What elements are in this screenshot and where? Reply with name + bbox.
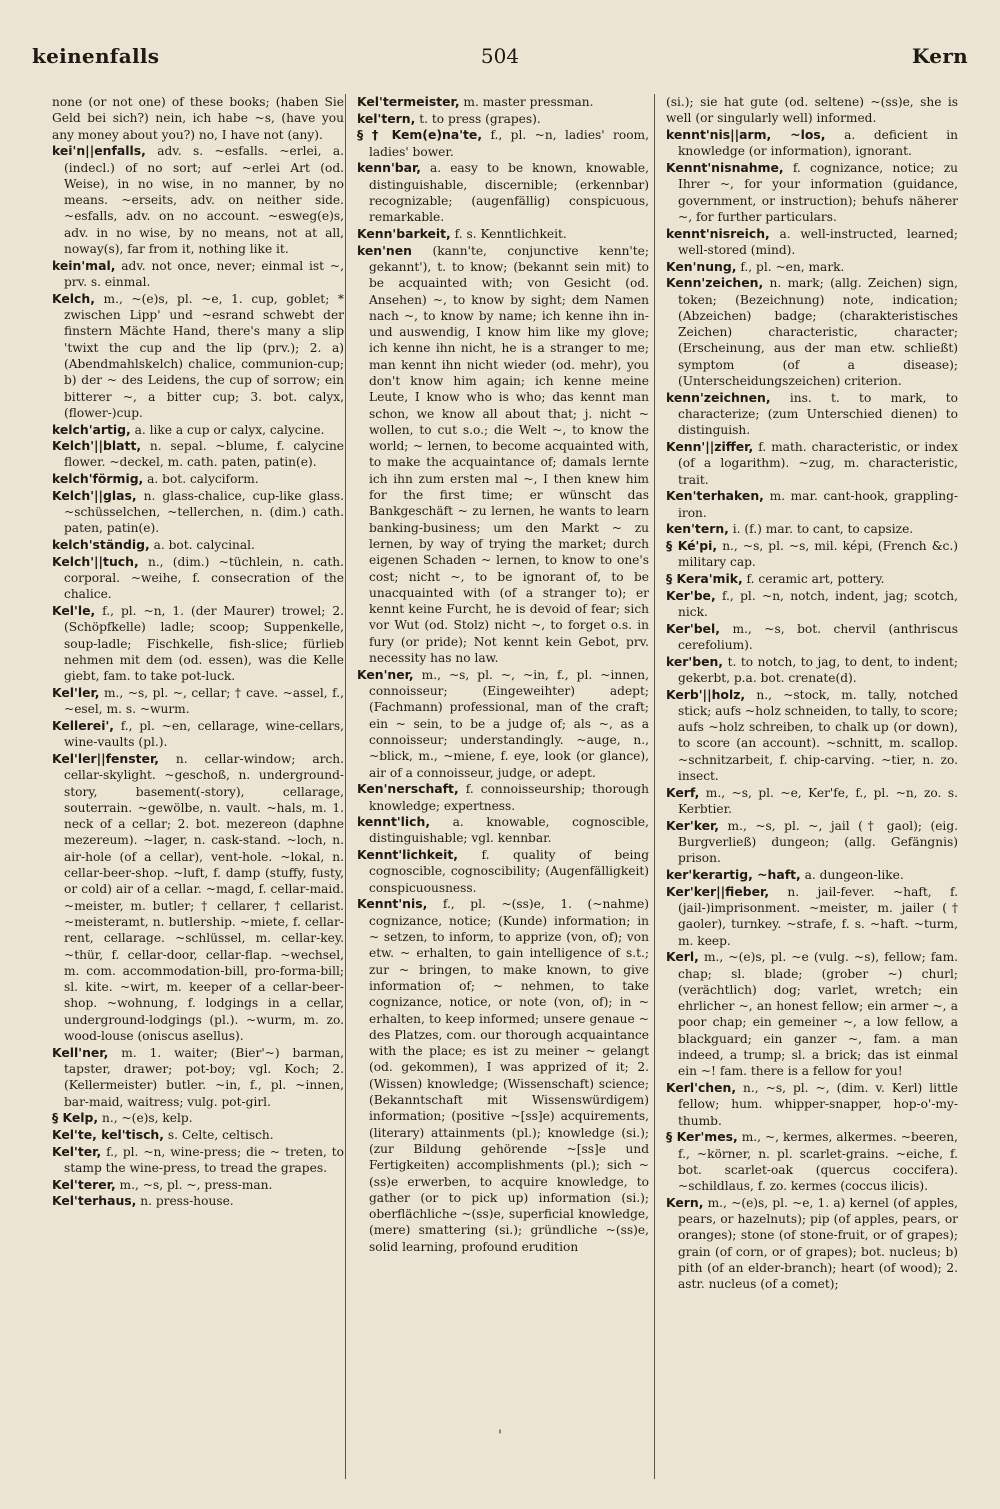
dictionary-entry <box>52 1110 344 1126</box>
entry-headword: § † Kem(e)na'te, <box>357 127 483 143</box>
dictionary-entry <box>666 785 958 818</box>
entry-definition: i. (f.) mar. to cant, to capsize. <box>732 522 914 537</box>
dictionary-entry <box>52 438 344 471</box>
entry-headword: kenn'bar, <box>357 160 421 176</box>
entry-headword: kel'tern, <box>357 110 416 126</box>
entry-definition: (si.); sie hat gute (od. seltene) ~(ss)e, she is well (or singularly well) informed. <box>666 95 958 126</box>
entry-headword: Kelch'||glas, <box>52 487 137 503</box>
entry-headword: Ker'ker||fieber, <box>666 883 770 899</box>
entry-definition: a. dungeon-like. <box>804 867 904 882</box>
entry-headword: Kelch, <box>52 290 95 306</box>
dictionary-entry <box>666 654 958 687</box>
dictionary-entry <box>357 814 649 847</box>
dictionary-entry <box>52 471 344 487</box>
dictionary-entry <box>666 818 958 867</box>
dictionary-entry <box>666 1195 958 1293</box>
dictionary-entry <box>666 884 958 949</box>
dictionary-entry <box>666 1129 958 1194</box>
entry-definition: m., ~s, bot. chervil (anthriscus cerefolium). <box>678 621 958 652</box>
entry-definition: s. Celte, celtisch. <box>167 1127 274 1142</box>
entry-definition: a. deficient in knowledge (or information), ignorant. <box>678 127 958 159</box>
entry-definition: n. mark; (allg. Zeichen) sign, token; (Bezeichnung) note, indication; (Abzeichen) badge; (charakteristisches Zeichen) characteristic, character; (Erscheinung, aus der man etw. schließt) symptom (of a disease); (Unterscheidungszeichen) criterion. <box>678 276 958 388</box>
dictionary-entry <box>357 111 649 127</box>
entry-definition: n. press-house. <box>140 1194 234 1209</box>
entry-definition: f., pl. ~n, wine-press; die ~ treten, to stamp the wine-press, to tread the grapes. <box>64 1144 344 1175</box>
entry-definition: n. cellar-window; arch. cellar-skylight. ~geschoß, n. underground-story, basement(-story), cellarage, souterrain. ~gewölbe, n. vault. ~hals, m. 1. neck of a cellar; 2. bot. mezereon (daphne mezereum). ~lager, n. cask-stand. ~loch, n. air-hole (of a cellar), vent-hole. ~lokal, n. cellar-beer-shop. ~luft, f. damp (stuffy, fusty, or cold) air of a cellar. ~magd, f. cellar-maid. ~meister, m. butler; † cellarer, † cellarist. ~meisteramt, n. butlership. ~miete, f. cellar-rent, cellarage. ~schlüssel, m. cellar-key. ~thür, f. cellar-door, cellar-flap. ~wechsel, m. com. accommodation-bill, pro-forma-bill; sl. kite. ~wirt, m. keeper of a cellar-beer-shop. ~wohnung, f. lodgings in a cellar, underground-lodgings (pl.). ~wurm, m. zo. wood-louse (oniscus asellus). <box>64 751 344 1043</box>
column-divider <box>654 94 655 1479</box>
entry-headword: Kel'ler, <box>52 684 100 700</box>
entry-definition: f. cognizance, notice; zu Ihrer ~, for your information (guidance, government, or instruction); behufs näherer ~, for further particulars. <box>678 160 958 224</box>
entry-definition: n., ~s, pl. ~, (dim. v. Kerl) little fellow; hum. whipper-snapper, hop-o'-my-thumb. <box>678 1081 958 1128</box>
entry-headword: Ken'terhaken, <box>666 488 764 504</box>
dictionary-entry <box>666 588 958 621</box>
dictionary-entry <box>666 867 958 883</box>
entry-headword: Kerb'||holz, <box>666 686 746 702</box>
dictionary-entry <box>52 422 344 438</box>
dictionary-entry <box>357 226 649 242</box>
entry-headword: kennt'nisreich, <box>666 225 770 241</box>
entry-headword: kelch'artig, <box>52 421 131 437</box>
dictionary-entry <box>666 226 958 259</box>
entry-definition: f. connoisseurship; thorough knowledge; expertness. <box>369 782 649 813</box>
dictionary-entry <box>666 521 958 537</box>
entry-definition: a. easy to be known, knowable, distinguishable, discernible; (erkennbar) recognizable; (augenfällig) conspicuous, remarkable. <box>369 161 649 225</box>
dictionary-entry <box>52 1144 344 1177</box>
dictionary-entry <box>666 687 958 785</box>
entry-definition: n., ~stock, m. tally, notched stick; aufs ~holz schneiden, to tally, to score; aufs ~holz schreiben, to chalk up (or down), to score (an account). ~schnitt, m. scallop. ~schnitzarbeit, f. chip-carving. ~tier, n. zo. insect. <box>678 687 958 784</box>
entry-headword: Kerl'chen, <box>666 1080 737 1096</box>
entry-definition: m., ~, kermes, alkermes. ~beeren, f., ~körner, n. pl. scarlet-grains. ~eiche, f. bot. scarlet-oak (quercus coccifera). ~schildlaus, f. zo. kermes (coccus ilicis). <box>678 1130 958 1194</box>
entry-headword: Kennt'nis, <box>357 896 428 912</box>
entry-definition: m. 1. waiter; (Bier'~) barman, tapster, drawer; pot-boy; vgl. Koch; 2. (Kellermeister) butler. ~in, f., pl. ~innen, bar-maid, waitress; vulg. pot-girl. <box>64 1045 344 1109</box>
entry-definition: n. sepal. ~blume, f. calycine flower. ~deckel, m. cath. paten, patin(e). <box>64 439 344 470</box>
dictionary-entry <box>666 390 958 439</box>
entry-headword: § Ker'mes, <box>666 1129 738 1145</box>
entry-definition: m., ~s, pl. ~e, Ker'fe, f., pl. ~n, zo. s. Kerbtier. <box>678 785 958 817</box>
dictionary-entry <box>357 847 649 896</box>
column-divider <box>345 94 346 1479</box>
entry-headword: Kennt'lichkeit, <box>357 847 458 863</box>
entry-definition: n., ~s, pl. ~s, mil. képi, (French &c.) military cap. <box>678 538 958 570</box>
page-number: 504 <box>480 44 520 68</box>
entry-headword: Kenn'barkeit, <box>357 225 451 241</box>
entry-headword: Kelch'||blatt, <box>52 438 142 454</box>
entry-headword: Kel'ter, <box>52 1143 102 1159</box>
entry-definition: t. to press (grapes). <box>419 111 541 126</box>
entry-definition: adv. s. ~esfalls. ~erlei, a. (indecl.) of no sort; auf ~erlei Art (od. Weise), in no wise, in no manner, by no means. ~erseits, adv. on neither side. ~esfalls, adv. on no account. ~esweg(e)s, adv. in no wise, by no means, not at all, noway(s), far from it, nothing like it. <box>64 144 344 257</box>
dictionary-entry <box>52 1177 344 1193</box>
entry-definition: adv. not once, never; einmal ist ~, prv. s. einmal. <box>64 258 344 290</box>
dictionary-entry <box>357 160 649 225</box>
entry-headword: Kel'te, kel'tisch, <box>52 1126 164 1142</box>
dictionary-entry <box>357 127 649 160</box>
dictionary-entry <box>52 488 344 537</box>
dictionary-entry <box>52 1045 344 1110</box>
entry-headword: Ker'ker, <box>666 817 719 833</box>
dictionary-entry <box>357 243 649 667</box>
entry-definition: f., pl. ~(ss)e, 1. (~nahme) cognizance, notice; (Kunde) information; in ~ setzen, to inform, to apprize (von, of); von etw. ~ erhalten, to gain intelligence of s.t.; zur ~ bringen, to make known, to give information of; ~ nehmen, to take cognizance, notice, or note (von, of); in ~ erhalten, to keep informed; unsere genaue ~ des Platzes, com. our thorough acquaintance with the place; es ist zu meiner ~ gelangt (od. gekommen), I was apprized of it; 2. (Wissen) knowledge; (Wissenschaft) science; (Bekanntschaft mit Wissenswürdigem) information; (positive ~[ss]e) acquirements, (literary) attainments (pl.); knowledge (si.); (zur Bildung gehörende ~[ss]e und Fertigkeiten) accomplishments (pl.); sich ~(ss)e erwerben, to acquire knowledge, to gather (or to pick up) information (si.); oberflächliche ~(ss)e, superficial knowledge, (mere) smattering (si.); gründliche ~(ss)e, solid learning, profound erudition <box>369 897 649 1254</box>
entry-headword: Kenn'||ziffer, <box>666 438 754 454</box>
entry-headword: kenn'zeichnen, <box>666 389 771 405</box>
entry-definition: m., ~(e)s, pl. ~e, 1. a) kernel (of apples, pears, or hazelnuts); pip (of apples, pears, or oranges); stone (of stone-fruit, or of grapes); grain (of corn, or of grapes); bot. nucleus; b) pith (of an elder-branch); heart (of wood); 2. astr. nucleus (of a comet); <box>678 1195 958 1292</box>
dictionary-entry <box>52 603 344 684</box>
dictionary-entry <box>666 275 958 389</box>
entry-definition: m., ~s, pl. ~, press-man. <box>119 1177 273 1192</box>
column-2 <box>357 94 649 1479</box>
entry-headword: Kenn'zeichen, <box>666 275 764 291</box>
dictionary-entry <box>666 127 958 160</box>
footer-mark: ' <box>498 1428 502 1444</box>
entry-definition: none (or not one) of these books; (haben Sie Geld bei sich?) nein, ich habe ~s, (have you any money about you?) no, I have not (any). <box>52 95 344 142</box>
entry-headword: kennt'lich, <box>357 814 431 830</box>
dictionary-entry <box>666 571 958 587</box>
entry-headword: Kern, <box>666 1194 704 1210</box>
dictionary-entry <box>52 94 344 143</box>
entry-definition: m., ~s, pl. ~, ~in, f., pl. ~innen, connoisseur; (Eingeweihter) adept; (Fachmann) professional, man of the craft; ein ~ sein, to be a judge of; als ~, as a connoisseur; understandingly. ~auge, n., ~blick, m., ~miene, f. eye, look (or glance), air of a connoisseur, judge, or adept. <box>369 667 649 780</box>
entry-definition: f., pl. ~n, 1. (der Maurer) trowel; 2. (Schöpfkelle) ladle; scoop; Suppenkelle, soup-ladle; Fischkelle, fish-slice; fürlieb nehmen mit dem (od. essen), was die Kelle giebt, fam. to take pot-luck. <box>64 604 344 684</box>
entry-headword: ken'nen <box>357 242 412 258</box>
entry-definition: f. quality of being cognoscible, cognoscibility; (Augenfälligkeit) conspicuousness. <box>369 848 649 895</box>
dictionary-entry <box>666 259 958 275</box>
dictionary-entry <box>52 718 344 751</box>
entry-headword: Kennt'nisnahme, <box>666 159 784 175</box>
entry-definition: f. math. characteristic, or index (of a logarithm). ~zug, m. characteristic, trait. <box>678 439 958 487</box>
dictionary-entry <box>666 94 958 127</box>
entry-definition: n. glass-chalice, cup-like glass. ~schüsselchen, ~tellerchen, n. (dim.) cath. paten, patin(e). <box>64 488 344 536</box>
entry-headword: kelch'förmig, <box>52 471 144 487</box>
entry-headword: ken'tern, <box>666 521 729 537</box>
entry-headword: Kerl, <box>666 949 699 965</box>
dictionary-entry <box>666 949 958 1079</box>
entry-headword: Kel'termeister, <box>357 94 460 109</box>
dictionary-entry <box>52 1193 344 1209</box>
entry-definition: n., ~(e)s, kelp. <box>102 1111 193 1126</box>
entry-definition: n., (dim.) ~tüchlein, n. cath. corporal. ~weihe, f. consecration of the chalice. <box>64 554 344 602</box>
entry-definition: f., pl. ~en, mark. <box>740 259 845 274</box>
entry-headword: Kellerei', <box>52 717 114 733</box>
dictionary-entry <box>52 143 344 257</box>
entry-headword: Ken'ner, <box>357 666 414 682</box>
dictionary-entry <box>357 781 649 814</box>
dictionary-entry <box>52 291 344 421</box>
entry-definition: f. s. Kenntlichkeit. <box>454 226 567 241</box>
entry-headword: Kel'terer, <box>52 1176 116 1192</box>
entry-definition: m. master pressman. <box>463 95 594 109</box>
dictionary-entry <box>52 258 344 291</box>
entry-definition: a. knowable, cognoscible, distinguishable; vgl. kennbar. <box>369 815 649 846</box>
entry-headword: kein'mal, <box>52 257 116 273</box>
column-3 <box>666 94 958 1479</box>
entry-headword: § Ké'pi, <box>666 537 718 553</box>
entry-headword: Ken'nerschaft, <box>357 781 459 797</box>
entry-definition: ins. t. to mark, to characterize; (zum Unterschied dienen) to distinguish. <box>678 390 958 438</box>
dictionary-entry <box>666 439 958 488</box>
entry-definition: a. like a cup or calyx, calycine. <box>134 422 325 437</box>
entry-headword: kei'n||enfalls, <box>52 143 146 159</box>
entry-definition: m., ~(e)s, pl. ~e, 1. cup, goblet; * zwischen Lipp' und ~esrand schwebt der finstern Mächte Hand, there's many a slip 'twixt the cup and the lip (prv.); 2. a) (Abendmahlskelch) chalice, communion-cup; b) der ~ des Leidens, the cup of sorrow; ein bitterer ~, a bitter cup; 3. bot. calyx, (flower-)cup. <box>64 291 344 420</box>
column-1 <box>52 94 344 1479</box>
entry-definition: a. well-instructed, learned; well-stored (mind). <box>678 226 958 257</box>
dictionary-entry <box>666 160 958 225</box>
entry-headword: Kel'terhaus, <box>52 1193 137 1209</box>
entry-headword: Ker'bel, <box>666 620 720 636</box>
dictionary-entry <box>666 621 958 654</box>
dictionary-entry <box>357 896 649 1255</box>
entry-definition: a. bot. calycinal. <box>153 538 255 553</box>
entry-headword: Ken'nung, <box>666 258 737 274</box>
entry-headword: Kel'le, <box>52 603 96 619</box>
entry-headword: § Kera'mik, <box>666 570 743 586</box>
entry-definition: f., pl. ~en, cellarage, wine-cellars, wine-vaults (pl.). <box>64 718 344 750</box>
page-header <box>32 44 968 84</box>
entry-definition: m., ~(e)s, pl. ~e (vulg. ~s), fellow; fam. chap; sl. blade; (grober ~) churl; (verächtlich) dog; varlet, wretch; ein ehrlicher ~, an honest fellow; ein armer ~, a poor chap; ein gemeiner ~, a low fellow, a blackguard; ein ganzer ~, fam. a man indeed, a trump; sl. a brick; das ist einmal ein ~! fam. there is a fellow for you! <box>678 950 958 1079</box>
entry-definition: m. mar. cant-hook, grappling-iron. <box>678 489 958 520</box>
dictionary-entry <box>52 1127 344 1143</box>
entry-definition: t. to notch, to jag, to dent, to indent; gekerbt, p.a. bot. crenate(d). <box>678 654 958 685</box>
entry-definition: a. bot. calyciform. <box>147 472 259 487</box>
dictionary-entry <box>52 751 344 1044</box>
entry-headword: ker'ben, <box>666 653 724 669</box>
dictionary-entry <box>52 537 344 553</box>
dictionary-entry <box>52 554 344 603</box>
entry-headword: Kel'ler||fenster, <box>52 750 159 766</box>
entry-headword: kennt'nis||arm, ~los, <box>666 126 826 142</box>
entry-definition: f., pl. ~n, notch, indent, jag; scotch, nick. <box>678 588 958 619</box>
dictionary-columns <box>32 94 968 1479</box>
dictionary-entry <box>357 94 649 110</box>
entry-definition: (kann'te, conjunctive kenn'te; gekannt'), t. to know; (bekannt sein mit) to be acquainted with; von Gesicht (od. Ansehen) ~, to know by sight; dem Namen nach ~, to know by name; ich kenne ihn in- und auswendig, I know him like my glove; ich kenne ihn nicht, he is a stranger to me; man kennt ihn nicht wieder (od. mehr), you don't know him again; ich kenne meine Leute, I know who is who; das kennt man schon, we know all about that; j. nicht ~ wollen, to cut s.o.; die Welt ~, to know the world; ~ lernen, to become acquainted with, to make the acquaintance of; damals lernte ich ihn zum ersten mal ~, I then knew him for the first time; er wünscht das Bankgeschäft ~ zu lernen, he wants to learn banking-business; um den Markt ~ zu lernen, by way of trying the market; durch eigenen Schaden ~ lernen, to know to one's cost; nicht ~, to be ignorant of, to be unacquainted with (of a stranger to); er kennt keine Furcht, he is devoid of fear; sich vor Wut (od. Stolz) nicht ~, to forget o.s. in fury (or pride); Not kennt kein Gebot, prv. necessity has no law. <box>369 243 649 666</box>
entry-headword: Kell'ner, <box>52 1044 109 1060</box>
entry-headword: kelch'ständig, <box>52 537 150 553</box>
dictionary-entry <box>666 1080 958 1129</box>
entry-definition: m., ~s, pl. ~, cellar; † cave. ~assel, f., ~esel, m. s. ~wurm. <box>64 685 344 717</box>
dictionary-entry <box>357 667 649 781</box>
entry-headword: ker'kerartig, ~haft, <box>666 866 801 882</box>
entry-definition: n. jail-fever. ~haft, f. (jail-)imprisonment. ~meister, m. jailer († gaoler), turnkey. ~strafe, f. s. ~haft. ~turm, m. keep. <box>678 884 958 948</box>
entry-headword: Ker'be, <box>666 587 716 603</box>
dictionary-entry <box>52 685 344 718</box>
dictionary-entry <box>666 488 958 521</box>
entry-definition: f., pl. ~n, ladies' room, ladies' bower. <box>369 128 649 159</box>
entry-headword: § Kelp, <box>52 1110 99 1126</box>
dictionary-entry <box>666 538 958 571</box>
entry-definition: m., ~s, pl. ~, jail († gaol); (eig. Burgverließ) dungeon; (allg. Gefängnis) prison. <box>678 818 958 866</box>
entry-headword: Kerf, <box>666 784 700 800</box>
header-left-guideword: keinenfalls <box>32 44 160 68</box>
header-right-guideword: Kern <box>912 44 968 68</box>
entry-headword: Kelch'||tuch, <box>52 553 139 569</box>
entry-definition: f. ceramic art, pottery. <box>746 571 885 586</box>
